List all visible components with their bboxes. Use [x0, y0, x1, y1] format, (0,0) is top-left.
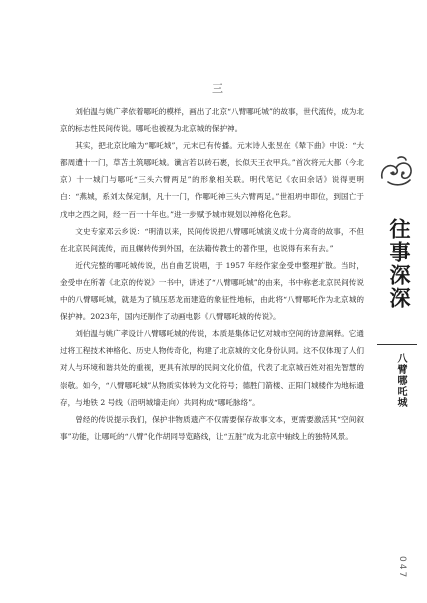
- paragraph-2: 其实，把北京比喻为“哪吒城”，元末已有传播。元末诗人张昱在《辇下曲》中说：“大都周遭十一门，草苫土筑哪吒城。谶言若以砖石裹，长似天王衣甲兵。”首次将元大都（今北京）十一城门与哪吒“三头六臂两足”的形象相关联。明代笔记《农田余话》说得更明白：“燕城，系刘太保定制，凡十一门，作哪吒神三头六臂两足。”世祖坍申即位，到国亡于戊申之西之间，经一百一十年也。”进一步赋予城市规划以神格化色彩。: [60, 141, 364, 219]
- body-text: [60, 103, 364, 445]
- paragraph-3: 文史专家邓云乡说：“明清以来，民间传说把八臂哪吒城演义成十分离奇的故事，不但在北京民间流传，而且辗转传到外国，在法籍传教士的著作里，也说得有来有去。”: [60, 226, 364, 253]
- chapter-title: 往事深深: [387, 218, 412, 310]
- section-title: 八臂哪吒城: [395, 353, 406, 408]
- title-divider: [377, 344, 417, 345]
- paragraph-4: 近代完整的哪吒城传说，出自曲艺说唱，于 1957 年经作家金受申整理扩散。当时，金受申在所著《北京的传说》一书中，讲述了“八臂哪吒城”的由来，书中称老北京民间传说中的八臂哪吒城，就是为了镇压恶龙而建造的象征性地标，由此将“八臂哪吒作为北京城的保护神。2023年，国内还制作了动画电影《八臂哪吒城的传说》。: [60, 260, 364, 322]
- paragraph-5: 刘伯温与姚广孝设计八臂哪吒城的传说，本质是集体记忆对城市空间的诗意阐释。它通过将工程技术神格化、历史人物传奇化，构建了北京城的文化身份认同。这不仅体现了人们对人与环境和谐共处的重视，更具有浓厚的民间文化价值，代表了北京城百姓对祖先智慧的崇敬。如今，“八臂哪吒城”从物质实体转为文化符号；德胜门箭楼、正阳门城楼作为地标遗存，与地铁 2 号线（沿明城墙走向）共同构成“哪吒脉络”。: [60, 329, 364, 407]
- paragraph-1: 刘伯温与姚广孝依着哪吒的模样，画出了北京“八臂哪吒城”的故事，世代流传，成为北京的标志性民间传说。哪吒也被视为北京城的保护神。: [60, 107, 364, 134]
- cloud-scroll-ornament-icon: [378, 154, 416, 188]
- page-number: 047: [397, 556, 407, 580]
- paragraph-6: 曾经的传说提示我们，保护非物质遗产不仅需要保存故事文本，更需要激活其“空间叙事”功能，让哪吒的“八臂”化作胡同导览路线，让“五脏”成为北京中轴线上的独特风景。: [60, 414, 364, 441]
- section-number: 三: [212, 82, 224, 95]
